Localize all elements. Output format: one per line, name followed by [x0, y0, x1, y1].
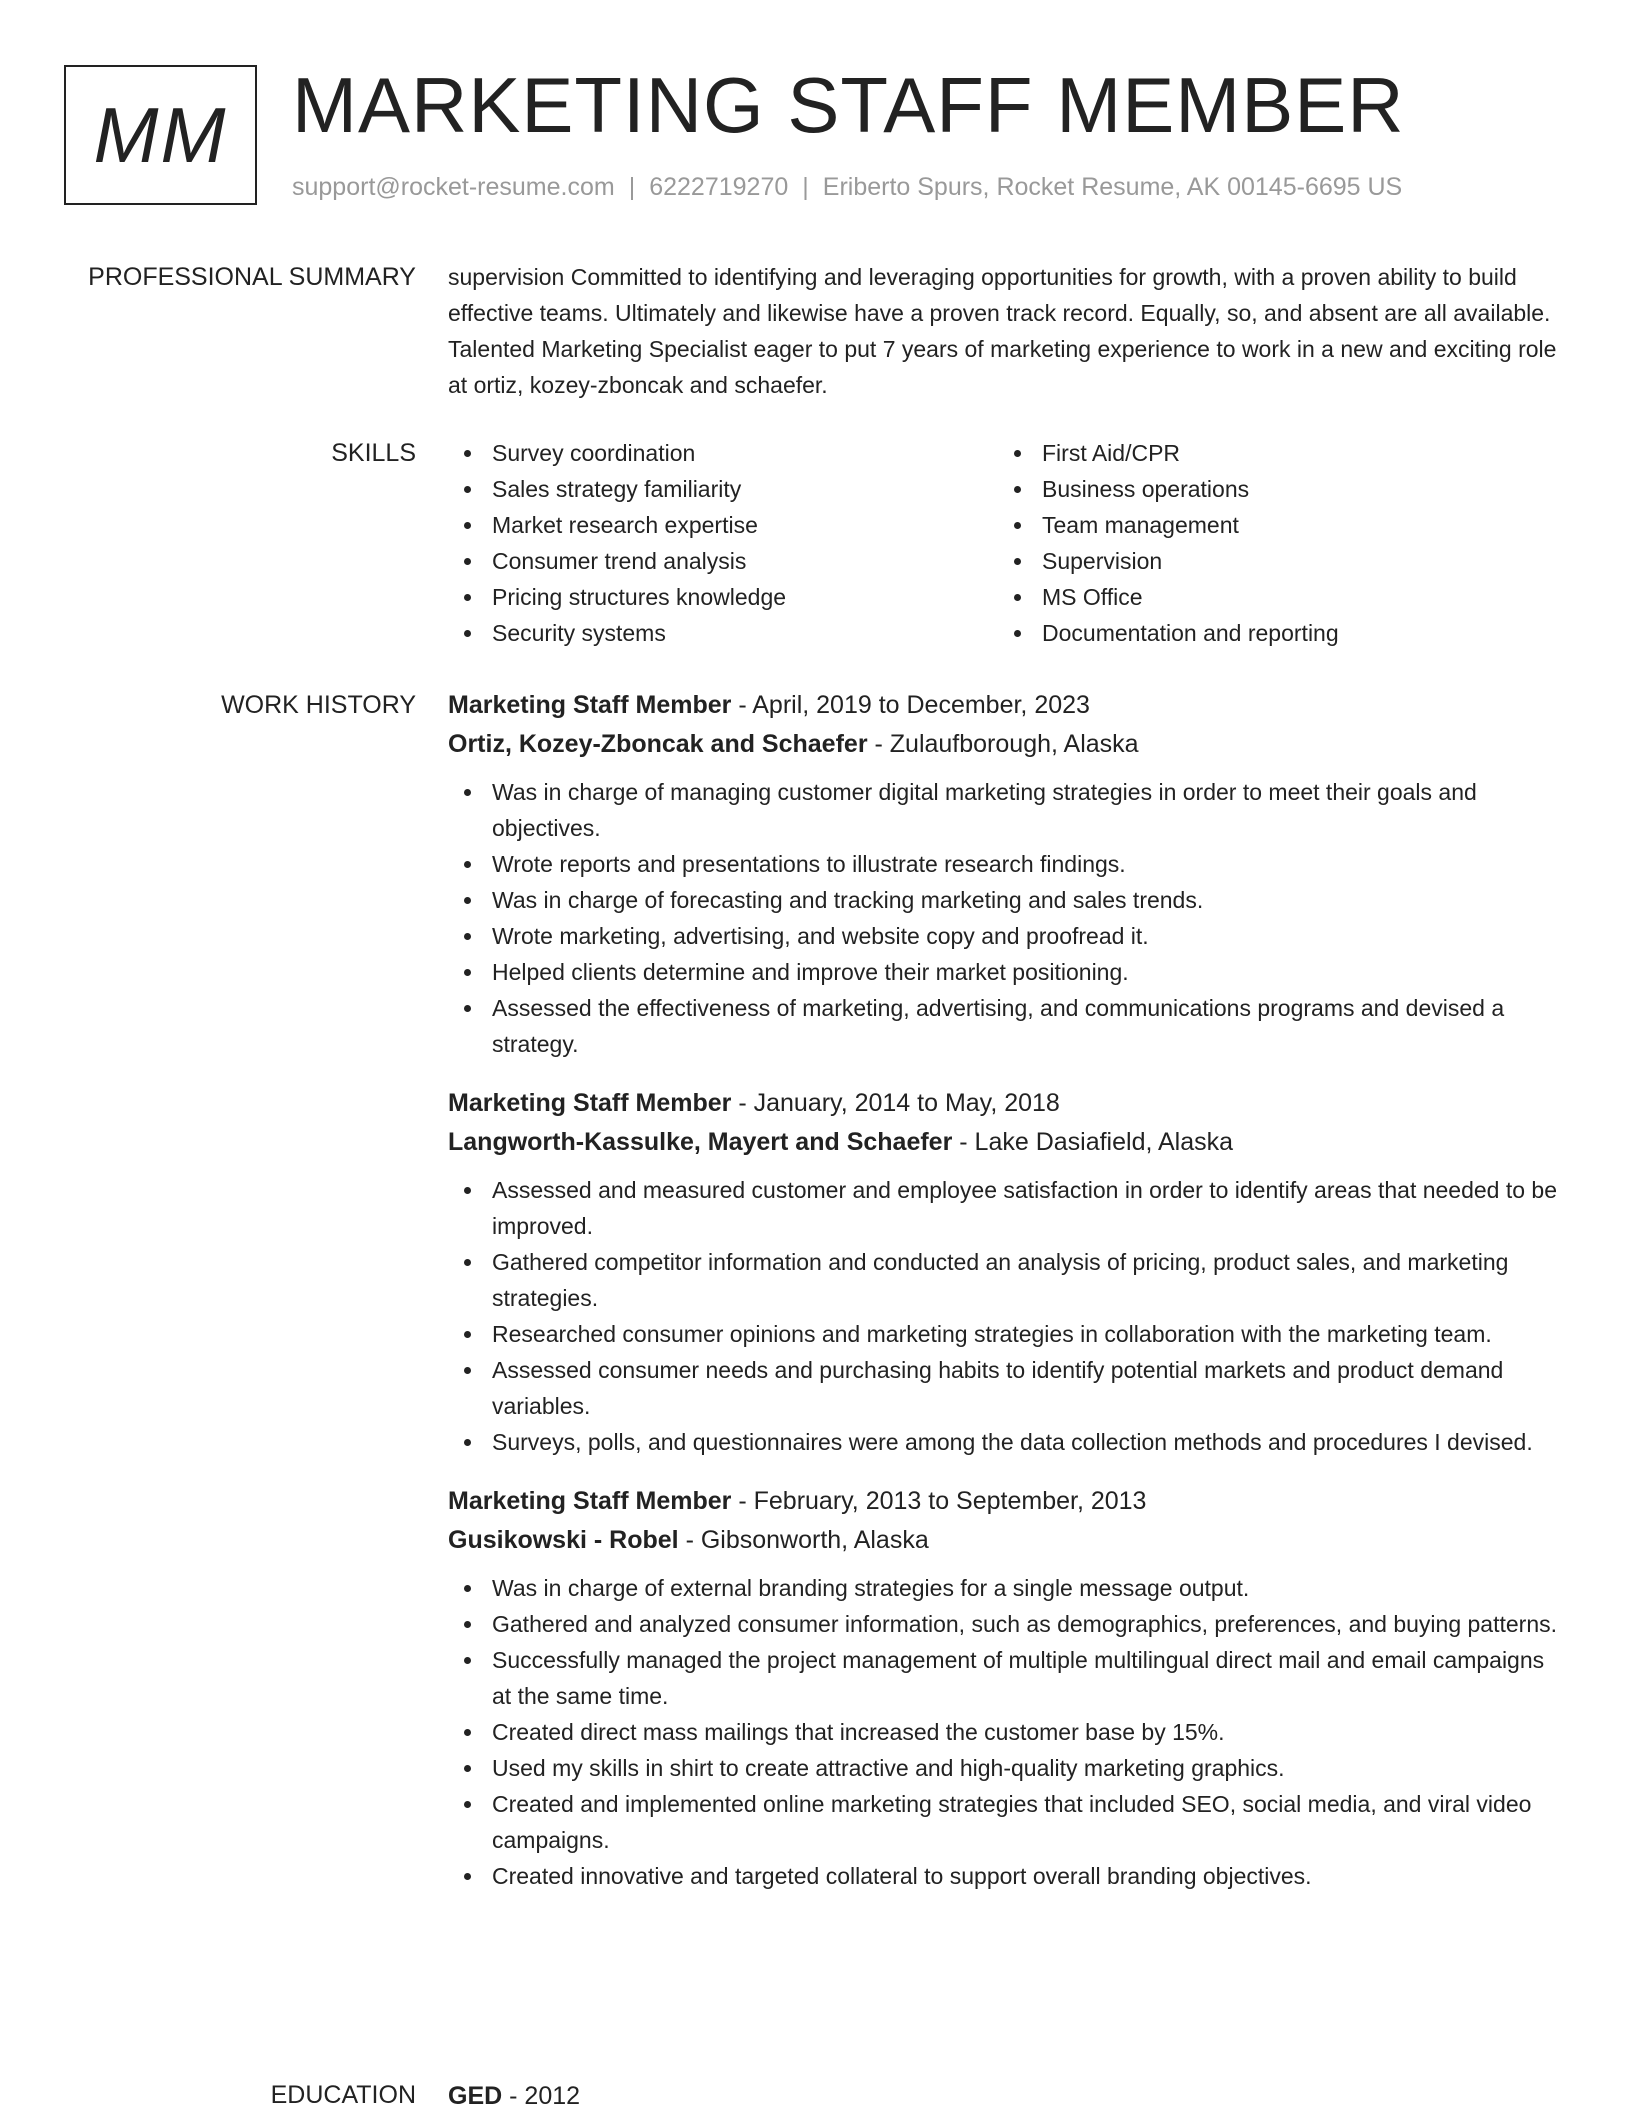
job-title-line — [448, 686, 1568, 725]
contact-separator: | — [802, 173, 809, 201]
job-bullet: Used my skills in shirt to create attractive and high-quality marketing graphics. — [448, 1750, 1568, 1786]
job-location: - Gibsonworth, Alaska — [685, 1526, 929, 1554]
skill-item: Documentation and reporting — [998, 615, 1548, 651]
job-bullet: Created innovative and targeted collateral to support overall branding objectives. — [448, 1858, 1568, 1894]
job-entry — [448, 1084, 1568, 1460]
job-company: Gusikowski - Robel — [448, 1526, 679, 1554]
job-title: Marketing Staff Member — [448, 691, 732, 719]
work-history-list — [448, 686, 1568, 1916]
job-bullet-list — [448, 774, 1568, 1062]
job-bullet-list — [448, 1570, 1568, 1894]
education-label: EDUCATION — [270, 2081, 416, 2109]
job-company: Ortiz, Kozey-Zboncak and Schaefer — [448, 730, 868, 758]
job-bullet: Wrote reports and presentations to illustrate research findings. — [448, 846, 1568, 882]
job-bullet: Created and implemented online marketing strategies that included SEO, social media, and viral video campaigns. — [448, 1786, 1568, 1858]
job-title: Marketing Staff Member — [448, 1089, 732, 1117]
skills-label: SKILLS — [331, 439, 416, 467]
job-title: Marketing Staff Member — [448, 1487, 732, 1515]
skill-item: Team management — [998, 507, 1548, 543]
job-bullet: Gathered and analyzed consumer information, such as demographics, preferences, and buying patterns. — [448, 1606, 1568, 1642]
work-history-label: WORK HISTORY — [221, 691, 416, 719]
job-bullet-list — [448, 1172, 1568, 1460]
job-bullet: Assessed consumer needs and purchasing habits to identify potential markets and product demand variables. — [448, 1352, 1568, 1424]
job-dates: - February, 2013 to September, 2013 — [738, 1487, 1147, 1515]
skill-item: Consumer trend analysis — [448, 543, 998, 579]
skill-item: Sales strategy familiarity — [448, 471, 998, 507]
job-bullet: Surveys, polls, and questionnaires were among the data collection methods and procedures I devised. — [448, 1424, 1568, 1460]
job-bullet: Assessed the effectiveness of marketing, advertising, and communications programs and devised a strategy. — [448, 990, 1568, 1062]
skills-list — [448, 435, 1568, 651]
job-entry — [448, 1482, 1568, 1894]
job-bullet: Was in charge of forecasting and tracking marketing and sales trends. — [448, 882, 1568, 918]
job-title-line — [448, 1482, 1568, 1521]
skill-item: Business operations — [998, 471, 1548, 507]
skill-item: Market research expertise — [448, 507, 998, 543]
job-entry — [448, 686, 1568, 1062]
skill-item: MS Office — [998, 579, 1548, 615]
contact-email: support@rocket-resume.com — [292, 173, 615, 201]
education-entry — [448, 2077, 1568, 2116]
job-location: - Zulaufborough, Alaska — [874, 730, 1139, 758]
summary-label: PROFESSIONAL SUMMARY — [88, 263, 416, 291]
contact-phone: 6222719270 — [649, 173, 789, 201]
job-bullet: Successfully managed the project management of multiple multilingual direct mail and email campaigns at the same time. — [448, 1642, 1568, 1714]
education-degree: GED — [448, 2082, 503, 2110]
job-title-line — [448, 1084, 1568, 1123]
job-bullet: Was in charge of managing customer digital marketing strategies in order to meet their goals and objectives. — [448, 774, 1568, 846]
education-year: - 2012 — [509, 2082, 581, 2110]
job-bullet: Gathered competitor information and conducted an analysis of pricing, product sales, and marketing strategies. — [448, 1244, 1568, 1316]
job-dates: - January, 2014 to May, 2018 — [738, 1089, 1060, 1117]
contact-address: Eriberto Spurs, Rocket Resume, AK 00145-6695 US — [822, 173, 1403, 201]
skill-item: Pricing structures knowledge — [448, 579, 998, 615]
job-bullet: Assessed and measured customer and employee satisfaction in order to identify areas that needed to be improved. — [448, 1172, 1568, 1244]
job-bullet: Wrote marketing, advertising, and website copy and proofread it. — [448, 918, 1568, 954]
job-company-line — [448, 1123, 1568, 1162]
skill-item: First Aid/CPR — [998, 435, 1548, 471]
skill-item: Supervision — [998, 543, 1548, 579]
skill-item: Survey coordination — [448, 435, 998, 471]
job-company: Langworth-Kassulke, Mayert and Schaefer — [448, 1128, 953, 1156]
resume-header — [64, 61, 1568, 210]
skills-column-left — [448, 435, 998, 651]
skills-column-right — [998, 435, 1548, 651]
skill-item: Security systems — [448, 615, 998, 651]
contact-line — [292, 173, 1402, 202]
job-location: - Lake Dasiafield, Alaska — [959, 1128, 1234, 1156]
contact-separator: | — [628, 173, 636, 201]
monogram-badge: MM — [64, 65, 257, 205]
summary-text: supervision Committed to identifying and leveraging opportunities for growth, with a proven ability to build effective teams. Ultimately and likewise have a proven track record. Equally, so, and absent are all available. Talented Marketing Specialist eager to put 7 years of marketing experience to work in a new and exciting role at ortiz, kozey-zboncak and schaefer. — [448, 264, 1557, 398]
job-bullet: Helped clients determine and improve their market positioning. — [448, 954, 1568, 990]
job-bullet: Researched consumer opinions and marketing strategies in collaboration with the marketing team. — [448, 1316, 1568, 1352]
job-dates: - April, 2019 to December, 2023 — [738, 691, 1090, 719]
job-bullet: Created direct mass mailings that increased the customer base by 15%. — [448, 1714, 1568, 1750]
job-company-line — [448, 725, 1568, 764]
candidate-name: MARKETING STAFF MEMBER — [292, 61, 1405, 149]
job-bullet: Was in charge of external branding strategies for a single message output. — [448, 1570, 1568, 1606]
job-company-line — [448, 1521, 1568, 1560]
